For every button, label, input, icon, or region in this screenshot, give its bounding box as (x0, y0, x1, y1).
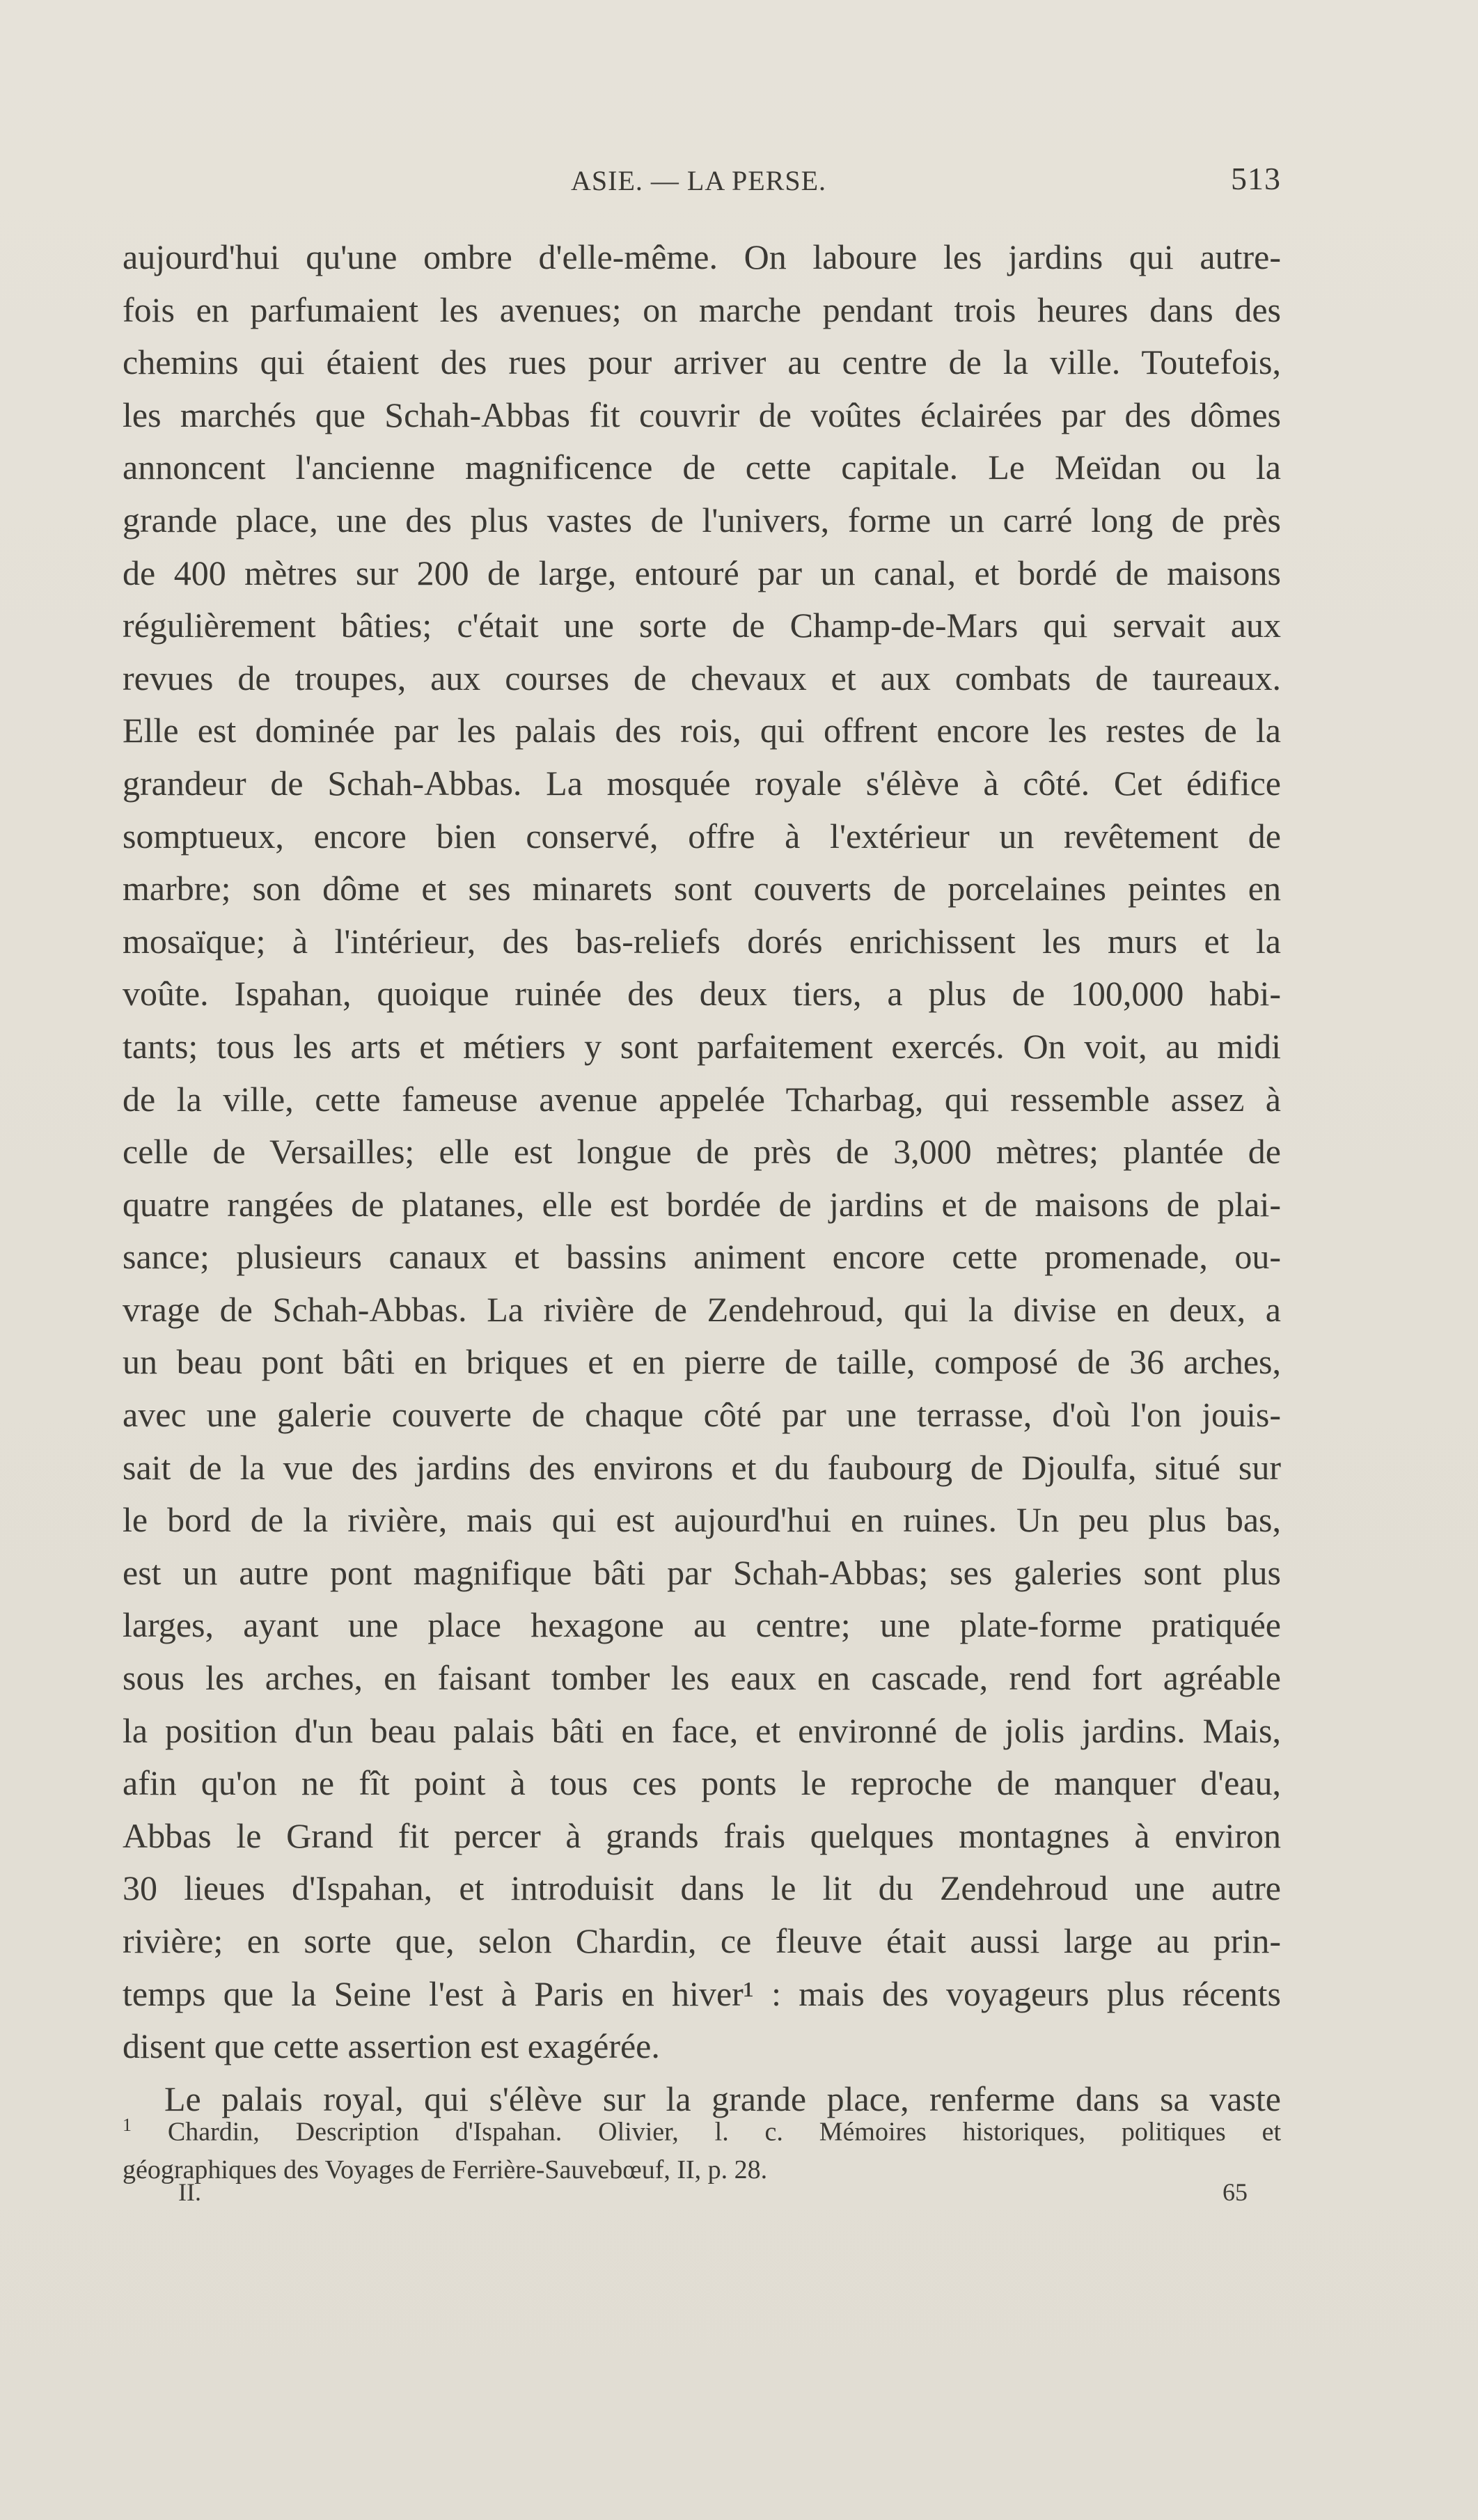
text-line: sait de la vue des jardins des environs et du faubourg de Djoulfa, situé sur (123, 1447, 1281, 1487)
text-line: rivière; en sorte que, selon Chardin, ce fleuve était aussi large au prin- (123, 1921, 1281, 1960)
text-line: grandeur de Schah-Abbas. La mosquée royale s'élève à côté. Cet édifice (123, 763, 1281, 803)
text-line: afin qu'on ne fît point à tous ces ponts le reproche de manquer d'eau, (123, 1763, 1281, 1803)
text-line: celle de Versailles; elle est longue de près de 3,000 mètres; plantée de (123, 1132, 1281, 1172)
text-line: vrage de Schah-Abbas. La rivière de Zendehroud, qui la divise en deux, a (123, 1289, 1281, 1329)
text-line: sance; plusieurs canaux et bassins animent encore cette promenade, ou- (123, 1237, 1281, 1277)
text-line: le bord de la rivière, mais qui est aujourd'hui en ruines. Un peu plus bas, (123, 1500, 1281, 1540)
text-line: Elle est dominée par les palais des rois, qui offrent encore les restes de la (123, 711, 1281, 750)
page-footer (178, 2178, 1248, 2210)
text-line: la position d'un beau palais bâti en face, et environné de jolis jardins. Mais, (123, 1710, 1281, 1750)
text-line: 30 lieues d'Ispahan, et introduisit dans le lit du Zendehroud une autre (123, 1868, 1281, 1908)
footnote-marker: 1 (123, 2115, 132, 2135)
text-line: chemins qui étaient des rues pour arriver au centre de la ville. Toutefois, (123, 342, 1281, 382)
text-line: régulièrement bâties; c'était une sorte de Champ-de-Mars qui servait aux (123, 606, 1281, 645)
text-line: de la ville, cette fameuse avenue appelée Tcharbag, qui ressemble assez à (123, 1079, 1281, 1119)
footnote-text: Chardin, Description d'Ispahan. Olivier, l. c. Mémoires historiques, politiques et (167, 2117, 1281, 2147)
text-line: disent que cette assertion est exagérée. (123, 2026, 660, 2066)
text-line: mosaïque; à l'intérieur, des bas-reliefs dorés enrichissent les murs et la (123, 921, 1281, 961)
text-line: aujourd'hui qu'une ombre d'elle-même. On laboure les jardins qui autre- (123, 237, 1281, 276)
text-line: avec une galerie couverte de chaque côté par une terrasse, d'où l'on jouis- (123, 1395, 1281, 1435)
footnote-line: géographiques des Voyages de Ferrière-Sauvebœuf, II, p. 28. (123, 2155, 768, 2184)
body-text (123, 231, 1281, 2125)
text-line: de 400 mètres sur 200 de large, entouré par un canal, et bordé de maisons (123, 553, 1281, 592)
text-line: les marchés que Schah-Abbas fit couvrir de voûtes éclairées par des dômes (123, 395, 1281, 434)
text-line: revues de troupes, aux courses de chevaux et aux combats de taureaux. (123, 658, 1281, 698)
text-line: un beau pont bâti en briques et en pierre de taille, composé de 36 arches, (123, 1342, 1281, 1382)
text-line: temps que la Seine l'est à Paris en hiver¹ : mais des voyageurs plus récents (123, 1974, 1281, 2013)
text-line: somptueux, encore bien conservé, offre à l'extérieur un revêtement de (123, 816, 1281, 856)
text-line: tants; tous les arts et métiers y sont parfaitement exercés. On voit, au midi (123, 1026, 1281, 1066)
text-line: voûte. Ispahan, quoique ruinée des deux tiers, a plus de 100,000 habi- (123, 974, 1281, 1014)
text-line: quatre rangées de platanes, elle est bordée de jardins et de maisons de plai- (123, 1184, 1281, 1224)
running-head: ASIE. — LA PERSE. (571, 165, 827, 196)
page-number: 513 (1231, 161, 1281, 196)
text-line: sous les arches, en faisant tomber les eaux en cascade, rend fort agréable (123, 1658, 1281, 1698)
footnote-line (123, 2106, 1281, 2151)
page-header (571, 161, 1281, 206)
text-line: Abbas le Grand fit percer à grands frais quelques montagnes à environ (123, 1816, 1281, 1855)
text-line: Le palais royal, qui s'élève sur la grande place, renferme dans sa vaste (164, 2079, 1281, 2118)
text-line: annoncent l'ancienne magnificence de cette capitale. Le Meïdan ou la (123, 448, 1281, 487)
volume-signature: II. (178, 2178, 201, 2206)
text-line: fois en parfumaient les avenues; on marche pendant trois heures dans des (123, 290, 1281, 329)
text-line: marbre; son dôme et ses minarets sont couverts de porcelaines peintes en (123, 869, 1281, 908)
footnotes (123, 2106, 1281, 2189)
text-line: grande place, une des plus vastes de l'univers, forme un carré long de près (123, 500, 1281, 540)
text-line: larges, ayant une place hexagone au centre; une plate-forme pratiquée (123, 1605, 1281, 1645)
text-line: est un autre pont magnifique bâti par Schah-Abbas; ses galeries sont plus (123, 1552, 1281, 1592)
sheet-number: 65 (1223, 2178, 1248, 2206)
